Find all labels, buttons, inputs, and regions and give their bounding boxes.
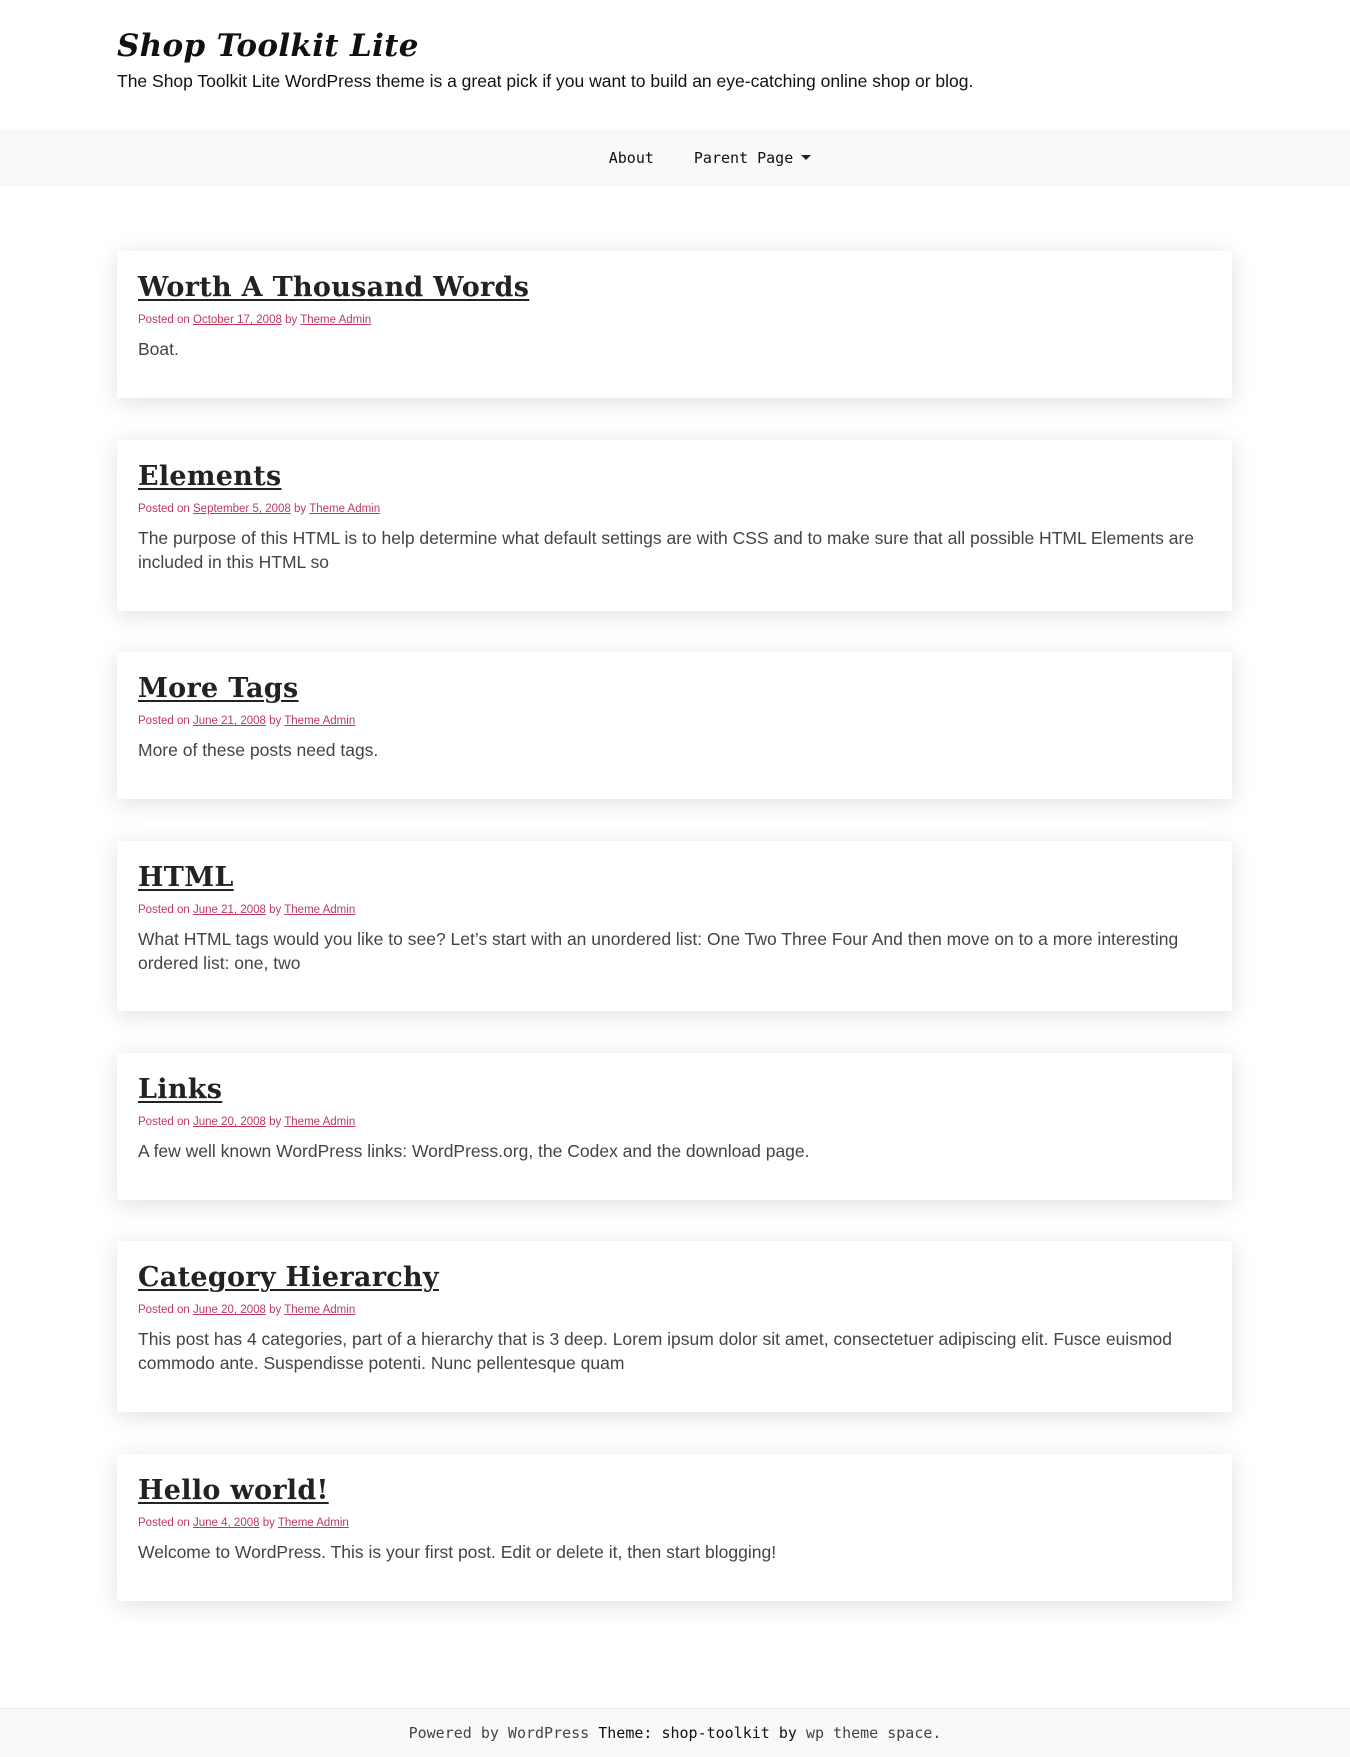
footer-by-label: by: [778, 1724, 797, 1742]
post-excerpt: This post has 4 categories, part of a hierarchy that is 3 deep. Lorem ipsum dolor sit amet, consectetuer adipiscing elit. Fusce euismod commodo ante. Suspendisse potenti. Nunc pellentesque quam: [138, 1329, 1172, 1373]
post-excerpt: More of these posts need tags.: [138, 740, 379, 760]
post-author-link[interactable]: Theme Admin: [300, 314, 372, 326]
posted-on-label: Posted on: [138, 715, 190, 727]
post-title-link[interactable]: Category Hierarchy: [138, 1262, 439, 1293]
post-card: [117, 652, 1232, 799]
posted-on-label: Posted on: [138, 503, 190, 515]
nav-item-label: About: [608, 149, 654, 167]
nav-item-parent-page[interactable]: [694, 149, 811, 167]
footer-period: .: [932, 1724, 942, 1742]
post-excerpt: Boat.: [138, 339, 179, 359]
post-meta: [138, 714, 1212, 728]
post-excerpt: A few well known WordPress links: WordPress.org, the Codex and the download page.: [138, 1141, 810, 1161]
posted-on-label: Posted on: [138, 1517, 190, 1529]
post-excerpt: The purpose of this HTML is to help determine what default settings are with CSS and to make sure that all possible HTML Elements are included in this HTML so: [138, 528, 1195, 572]
post-author-link[interactable]: Theme Admin: [284, 1116, 356, 1128]
site-header: [0, 0, 1350, 102]
post-author-link[interactable]: Theme Admin: [284, 1304, 356, 1316]
post-meta: [138, 313, 1212, 327]
post-meta: [138, 1115, 1212, 1129]
post-card: [117, 841, 1232, 1011]
post-card: [117, 1241, 1232, 1412]
post-title-link[interactable]: Hello world!: [138, 1475, 329, 1506]
posted-on-label: Posted on: [138, 1116, 190, 1128]
caret-down-icon: [801, 155, 811, 160]
posted-on-label: Posted on: [138, 1304, 190, 1316]
post-title-link[interactable]: Links: [138, 1074, 223, 1105]
post-title-link[interactable]: More Tags: [138, 673, 299, 704]
nav-item-about[interactable]: [609, 149, 654, 167]
main-navigation: [0, 129, 1350, 187]
by-label: by: [269, 904, 282, 916]
post-title-link[interactable]: Worth A Thousand Words: [138, 272, 530, 303]
by-label: by: [269, 1304, 282, 1316]
by-label: by: [269, 1116, 282, 1128]
post-date-link[interactable]: June 4, 2008: [193, 1517, 260, 1529]
post-excerpt: What HTML tags would you like to see? Let’s start with an unordered list: One Two Three Four And then move on to a more interesting ordered list: one, two: [138, 929, 1179, 973]
post-date-link[interactable]: June 21, 2008: [193, 904, 266, 916]
post-card: [117, 440, 1232, 611]
site-description: The Shop Toolkit Lite WordPress theme is a great pick if you want to build an eye-catching online shop or blog.: [117, 71, 974, 91]
post-meta: [138, 903, 1212, 917]
by-label: by: [285, 314, 298, 326]
theme-author-link[interactable]: wp theme space: [805, 1724, 933, 1742]
post-author-link[interactable]: Theme Admin: [284, 904, 356, 916]
post-date-link[interactable]: June 21, 2008: [193, 715, 266, 727]
post-title-link[interactable]: HTML: [138, 862, 234, 893]
powered-by-link[interactable]: Powered by WordPress: [408, 1724, 590, 1742]
post-card: [117, 1053, 1232, 1200]
post-author-link[interactable]: Theme Admin: [277, 1517, 349, 1529]
post-date-link[interactable]: June 20, 2008: [193, 1304, 266, 1316]
site-title[interactable]: Shop Toolkit Lite: [117, 28, 419, 64]
by-label: by: [294, 503, 307, 515]
post-author-link[interactable]: Theme Admin: [309, 503, 381, 515]
posted-on-label: Posted on: [138, 904, 190, 916]
theme-label: Theme: shop-toolkit: [598, 1724, 770, 1742]
site-footer: [0, 1708, 1350, 1757]
by-label: by: [262, 1517, 275, 1529]
post-meta: [138, 1303, 1212, 1317]
post-card: [117, 1454, 1232, 1601]
post-excerpt: Welcome to WordPress. This is your first post. Edit or delete it, then start blogging!: [138, 1542, 777, 1562]
post-date-link[interactable]: June 20, 2008: [193, 1116, 266, 1128]
post-title-link[interactable]: Elements: [138, 461, 282, 492]
by-label: by: [269, 715, 282, 727]
post-list: [117, 251, 1232, 1601]
post-author-link[interactable]: Theme Admin: [284, 715, 356, 727]
post-date-link[interactable]: October 17, 2008: [193, 314, 282, 326]
post-meta: [138, 502, 1212, 516]
posted-on-label: Posted on: [138, 314, 190, 326]
nav-item-label: Parent Page: [693, 149, 794, 167]
post-meta: [138, 1516, 1212, 1530]
post-card: [117, 251, 1232, 398]
post-date-link[interactable]: September 5, 2008: [193, 503, 291, 515]
